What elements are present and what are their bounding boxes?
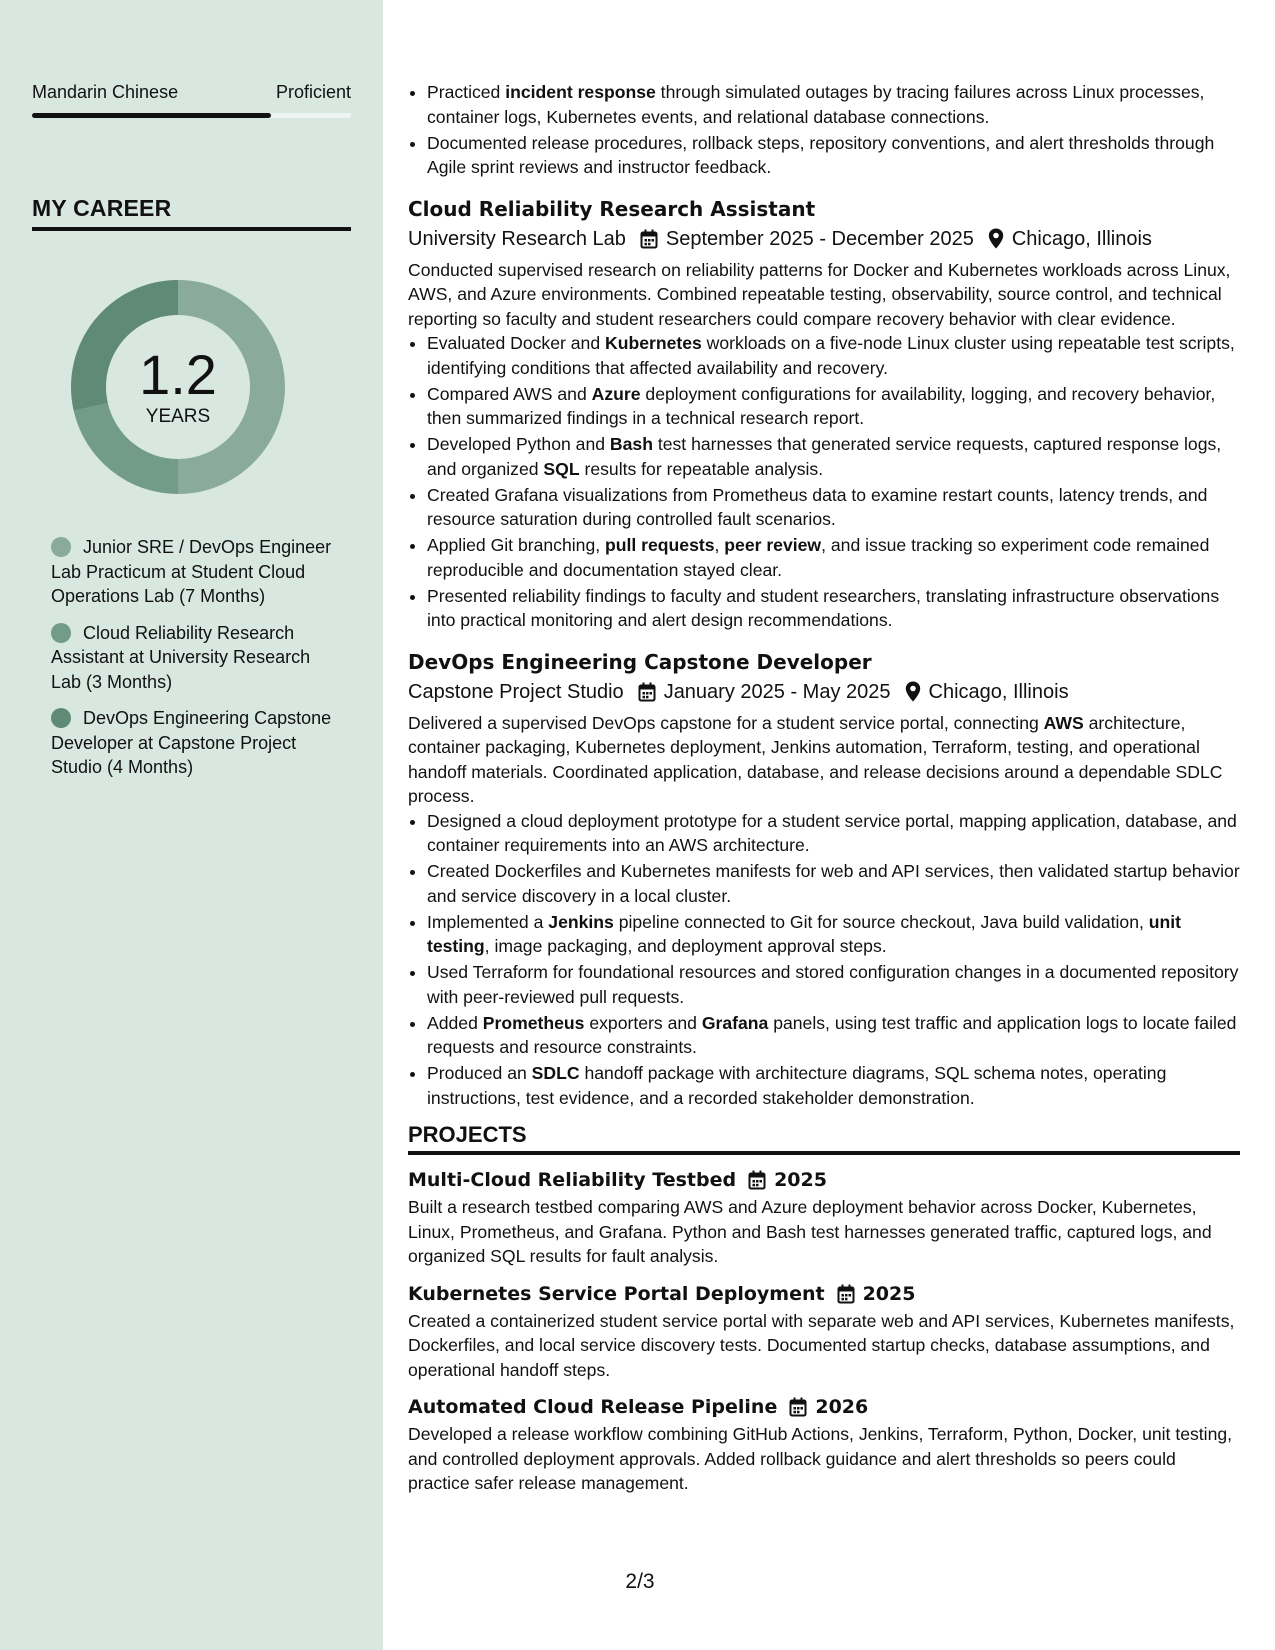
career-legend-item — [51, 535, 336, 609]
text-segment: , image packaging, and deployment approval steps. — [484, 936, 887, 956]
bullet-item — [427, 331, 1240, 380]
career-total — [65, 274, 291, 500]
career-legend-label: DevOps Engineering Capstone Developer at Capstone Project Studio (4 Months) — [51, 708, 332, 777]
job-meta — [408, 224, 1240, 254]
text-segment: Presented reliability findings to faculty and student researchers, translating infrastructure observations into practical monitoring and alert design recommendations. — [427, 585, 1220, 630]
projects-heading: PROJECTS — [408, 1122, 1240, 1155]
bullet-item — [427, 382, 1240, 431]
project-entry — [408, 1165, 1240, 1269]
project-header — [408, 1279, 1240, 1309]
legend-dot — [51, 623, 71, 643]
project-year: 2025 — [774, 1169, 827, 1191]
bullet-item — [427, 432, 1240, 481]
bold-text: AWS — [1043, 712, 1084, 733]
project-list — [408, 1165, 1240, 1496]
project-year: 2026 — [815, 1396, 869, 1418]
job-organization: University Research Lab — [408, 227, 626, 250]
text-segment: pipeline connected to Git for source checkout, Java build validation, — [613, 911, 1149, 932]
bullet-item — [427, 80, 1240, 129]
career-total-value: 1.2 — [139, 343, 217, 406]
map-pin-icon — [988, 228, 1004, 249]
bullet-item — [427, 483, 1240, 532]
text-segment: through simulated outages by tracing failures across Linux processes, container logs, Kubernetes events, and relational database connections. — [427, 82, 1205, 127]
calendar-icon — [837, 1284, 855, 1304]
text-segment: architecture, container packaging, Kubernetes deployment, Jenkins automation, Terraform, testing, and operational handoff materials. Coordinated application, database, and release decisions around a dependable SDLC process. — [408, 712, 1223, 806]
text-segment: Applied Git branching, — [427, 535, 605, 555]
text-segment: Produced an — [427, 1063, 532, 1083]
career-heading: MY CAREER — [32, 195, 351, 231]
text-segment: exporters and — [584, 1012, 702, 1033]
text-segment: Evaluated Docker and — [427, 333, 605, 353]
job-summary — [408, 711, 1240, 809]
language-row — [32, 82, 351, 103]
text-segment: handoff package with architecture diagrams, SQL schema notes, operating instructions, test evidence, and a recorded stakeholder demonstration. — [427, 1063, 1167, 1108]
job-title: Cloud Reliability Research Assistant — [408, 196, 816, 221]
text-segment: Used Terraform for foundational resources and stored configuration changes in a documented repository with peer-reviewed pull requests. — [427, 962, 1239, 1007]
text-segment: test harnesses that generated service requests, captured response logs, and organized — [427, 434, 1222, 479]
text-segment: , and issue tracking so experiment code remained reproducible and documentation stayed clear. — [427, 535, 1210, 580]
job-location: Chicago, Illinois — [928, 680, 1069, 703]
language-proficiency-fill — [32, 113, 271, 118]
job-title: DevOps Engineering Capstone Developer — [408, 649, 872, 674]
job-organization: Capstone Project Studio — [408, 680, 624, 703]
text-segment: workloads on a five-node Linux cluster using repeatable test scripts, identifying conditions that affected availability and recovery. — [427, 333, 1235, 378]
bold-text: unit testing — [427, 911, 1182, 956]
calendar-icon — [638, 682, 656, 702]
bullet-item — [427, 131, 1240, 180]
job-dates: January 2025 - May 2025 — [663, 680, 891, 703]
bold-text: SDLC — [531, 1063, 580, 1083]
bold-text: incident response — [505, 82, 656, 102]
project-description: Created a containerized student service portal with separate web and API services, Kubernetes manifests, Dockerfiles, and local service discovery tests. Documented startup checks, database assumptions, and operational handoff steps. — [408, 1310, 1235, 1380]
job-meta — [408, 677, 1240, 707]
text-segment: Implemented a — [427, 911, 549, 932]
text-segment: Created Grafana visualizations from Prometheus data to examine restart counts, latency trends, and resource saturation during controlled fault scenarios. — [427, 484, 1208, 529]
page-number: 2/3 — [625, 1570, 655, 1593]
bullet-item — [427, 910, 1240, 959]
calendar-icon — [789, 1397, 807, 1417]
job-summary — [408, 258, 1240, 332]
text-segment: Conducted supervised research on reliability patterns for Docker and Kubernetes workloads across Linux, AWS, and Azure environments. Combined repeatable testing, observability, source control, and technical reporting so faculty and student researchers could compare recovery behavior with clear evidence. — [408, 259, 1231, 329]
project-year: 2025 — [862, 1282, 916, 1305]
language-proficiency-bar — [32, 113, 351, 118]
job-bullet-list — [408, 809, 1240, 1111]
legend-dot — [51, 537, 71, 557]
career-legend-item — [51, 706, 336, 780]
text-segment: deployment configurations for availability, logging, and recovery behavior, then summarized findings in a technical research report. — [427, 383, 1216, 428]
text-segment: Added — [427, 1012, 483, 1033]
project-description: Developed a release workflow combining GitHub Actions, Jenkins, Terraform, Python, Docker, unit testing, and controlled deployment approvals. Added rollback guidance and alert thresholds so peers could practice safer release management. — [408, 1424, 1233, 1493]
text-segment: Delivered a supervised DevOps capstone for a student service portal, connecting — [408, 712, 1044, 733]
experience-list — [408, 194, 1240, 1111]
bullet-item — [427, 809, 1240, 858]
sidebar — [0, 0, 383, 1650]
bold-text: pull requests — [605, 535, 715, 555]
calendar-icon — [640, 229, 658, 249]
project-title: Multi-Cloud Reliability Testbed — [408, 1169, 737, 1191]
bullet-item — [427, 960, 1240, 1009]
map-pin-icon — [905, 681, 921, 702]
main-content — [408, 80, 1240, 1496]
text-segment: , — [714, 535, 725, 555]
project-title: Kubernetes Service Portal Deployment — [408, 1282, 825, 1305]
text-segment: results for repeatable analysis. — [579, 458, 824, 479]
bold-text: Prometheus — [482, 1012, 585, 1033]
bold-text: SQL — [543, 458, 580, 479]
bold-text: Grafana — [701, 1012, 769, 1033]
bullet-item — [427, 584, 1240, 633]
career-total-unit: YEARS — [145, 406, 211, 427]
project-description: Built a research testbed comparing AWS and Azure deployment behavior across Docker, Kubernetes, Linux, Prometheus, and Grafana. Python and Bash test harnesses generated traffic, captured logs, and organized SQL results for fault analysis. — [408, 1197, 1212, 1266]
continued-bullet-list — [408, 80, 1240, 180]
calendar-icon — [748, 1170, 766, 1190]
text-segment: Developed Python and — [427, 434, 610, 454]
text-segment: Compared AWS and — [427, 383, 592, 404]
bold-text: Bash — [609, 434, 653, 454]
job-dates: September 2025 - December 2025 — [665, 227, 974, 250]
text-segment: Created Dockerfiles and Kubernetes manifests for web and API services, then validated startup behavior and service discovery in a local cluster. — [427, 861, 1240, 906]
text-segment: Designed a cloud deployment prototype for a student service portal, mapping application, database, and container requirements into an AWS architecture. — [427, 810, 1237, 855]
job-location: Chicago, Illinois — [1011, 227, 1152, 250]
project-header — [408, 1165, 1240, 1195]
bullet-item — [427, 533, 1240, 582]
text-segment: Practiced — [427, 82, 506, 102]
bold-text: Kubernetes — [605, 333, 702, 353]
project-header — [408, 1392, 1240, 1422]
project-title: Automated Cloud Release Pipeline — [408, 1396, 778, 1418]
career-legend — [51, 535, 336, 792]
language-name: Mandarin Chinese — [32, 82, 179, 102]
bold-text: Azure — [591, 383, 641, 404]
career-legend-label: Junior SRE / DevOps Engineer Lab Practicum at Student Cloud Operations Lab (7 Months) — [51, 537, 332, 606]
project-entry — [408, 1392, 1240, 1496]
text-segment: panels, using test traffic and application logs to locate failed requests and resource constraints. — [427, 1012, 1237, 1057]
bold-text: peer review — [724, 535, 822, 555]
career-legend-label: Cloud Reliability Research Assistant at University Research Lab (3 Months) — [51, 622, 311, 692]
job-entry — [408, 194, 1240, 633]
text-segment: Documented release procedures, rollback steps, repository conventions, and alert thresholds through Agile sprint reviews and instructor feedback. — [427, 132, 1215, 177]
bullet-item — [427, 1011, 1240, 1060]
job-entry — [408, 647, 1240, 1111]
language-level: Proficient — [275, 82, 351, 102]
bold-text: Jenkins — [548, 911, 614, 932]
legend-dot — [51, 708, 71, 728]
project-entry — [408, 1279, 1240, 1383]
job-bullet-list — [408, 331, 1240, 633]
bullet-item — [427, 1061, 1240, 1110]
career-legend-item — [51, 621, 336, 695]
bullet-item — [427, 859, 1240, 908]
